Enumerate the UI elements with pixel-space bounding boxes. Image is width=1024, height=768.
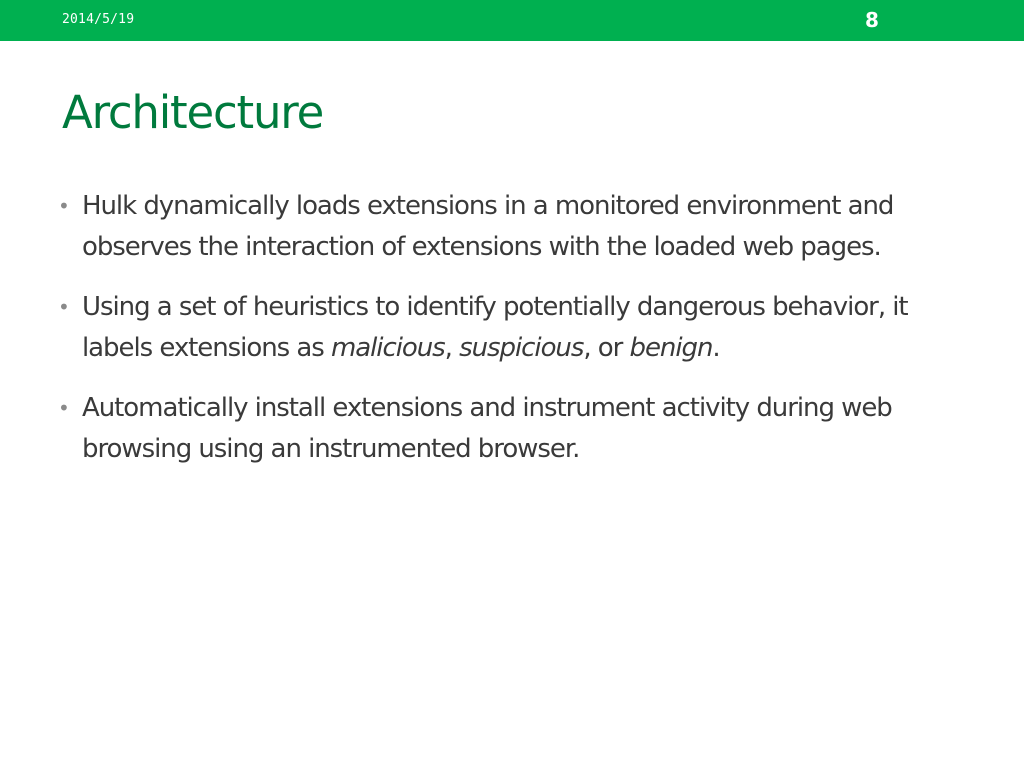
sentence-end: .: [712, 333, 720, 363]
bullet-text: Automatically install extensions and instrument activity during web browsing using an instrumented browser.: [82, 393, 892, 464]
bullet-icon: •: [58, 295, 69, 319]
slide-number: 8: [865, 8, 879, 32]
bullet-icon: •: [58, 396, 69, 420]
separator: , or: [583, 333, 630, 363]
bullet-item: [58, 388, 973, 470]
bullet-text-part: Using a set of heuristics to identify potentially dangerous behavior, it labels extensions as: [82, 292, 908, 363]
bullet-icon: •: [58, 194, 69, 218]
bullet-text: [82, 292, 908, 363]
bullet-item: [58, 287, 973, 369]
bullet-text: Hulk dynamically loads extensions in a monitored environment and observes the interaction of extensions with the loaded web pages.: [82, 191, 894, 262]
term-suspicious: suspicious: [459, 333, 584, 363]
bullet-item: [58, 186, 973, 268]
separator: ,: [444, 333, 460, 363]
bullet-list: [58, 186, 973, 489]
term-malicious: malicious: [330, 333, 445, 363]
header-bar: [0, 0, 1024, 41]
slide-title: Architecture: [62, 86, 324, 139]
term-benign: benign: [629, 333, 713, 363]
slide-date: 2014/5/19: [62, 12, 135, 27]
